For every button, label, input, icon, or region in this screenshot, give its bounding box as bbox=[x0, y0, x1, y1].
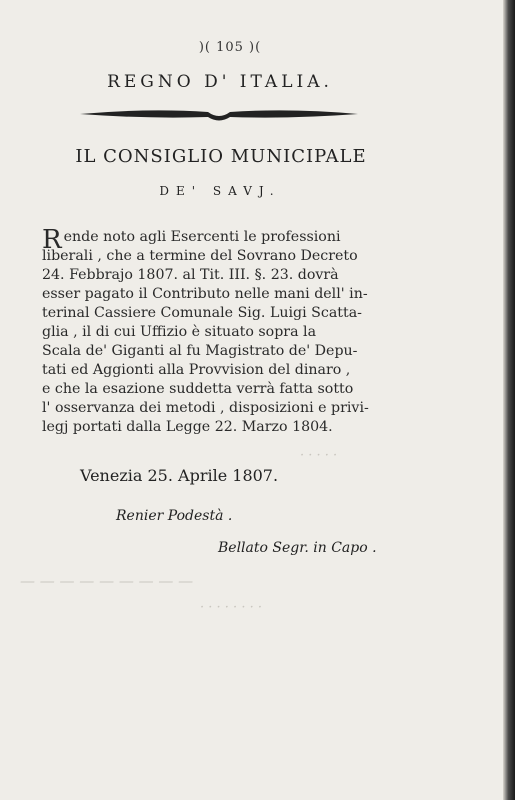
notice-line: e che la esazione suddetta verrà fatta sotto bbox=[42, 381, 354, 397]
drop-cap: R bbox=[42, 225, 62, 255]
mayor-signature: Renier Podestà . bbox=[116, 508, 233, 524]
notice-line: ende noto agli Esercenti le professioni bbox=[63, 229, 341, 245]
notice-line: 24. Febbrajo 1807. al Tit. III. §. 23. dovrà bbox=[42, 267, 339, 283]
page-number: )( 105 )( bbox=[198, 40, 262, 55]
bleed-through-mark: · · · · · · · · bbox=[200, 600, 262, 615]
notice-line: legj portati dalla Legge 22. Marzo 1804. bbox=[42, 419, 333, 435]
notice-line: terinal Cassiere Comunale Sig. Luigi Scatta- bbox=[42, 305, 362, 321]
secretary-signature: Bellato Segr. in Capo . bbox=[218, 540, 377, 556]
notice-body bbox=[42, 225, 398, 437]
notice-line: esser pagato il Contributo nelle mani dell' in- bbox=[42, 286, 368, 302]
kingdom-heading: REGNO D' ITALIA. bbox=[107, 72, 333, 92]
notice-line: liberali , che a termine del Sovrano Decreto bbox=[42, 248, 358, 264]
bleed-through-mark: — — — — — — — — — bbox=[20, 572, 194, 590]
binding-edge bbox=[503, 0, 515, 800]
council-subheading: DE' SAVJ. bbox=[159, 184, 281, 198]
notice-line: tati ed Aggionti alla Provvision del dinaro , bbox=[42, 362, 351, 378]
council-heading: IL CONSIGLIO MUNICIPALE bbox=[75, 146, 367, 167]
ornamental-rule bbox=[78, 106, 360, 126]
notice-line: l' osservanza dei metodi , disposizioni e privi- bbox=[42, 400, 369, 416]
notice-line: Scala de' Giganti al fu Magistrato de' Depu- bbox=[42, 343, 358, 359]
dateline: Venezia 25. Aprile 1807. bbox=[80, 466, 279, 485]
notice-line: glia , il di cui Uffizio è situato sopra la bbox=[42, 324, 317, 340]
bleed-through-mark: · · · · · bbox=[300, 448, 338, 463]
